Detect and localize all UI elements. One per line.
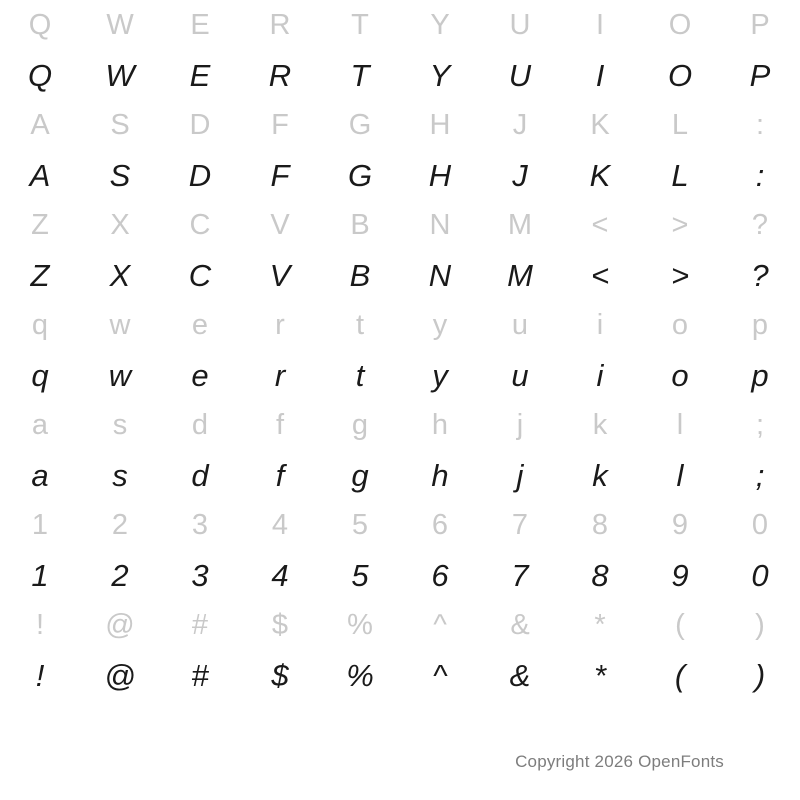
glyph-cell-specimen-5-3: V: [269, 257, 291, 293]
copyright-notice: Copyright 2026 OpenFonts: [515, 752, 724, 771]
glyph-cell-reference-4-6: M: [507, 208, 533, 241]
glyph-cell-specimen-1-0: Q: [27, 57, 53, 93]
glyph-cell-reference-8-2: d: [191, 408, 209, 441]
glyph-cell-reference-10-3: 4: [271, 508, 289, 541]
glyph-cell-reference-4-5: N: [429, 208, 451, 241]
glyph-cell-specimen-11-3: 4: [271, 557, 289, 593]
glyph-cell-reference-0-9: P: [750, 8, 770, 41]
glyph-cell-reference-0-5: Y: [430, 8, 450, 41]
glyph-cell-specimen-11-0: 1: [31, 557, 49, 593]
glyph-cell-specimen-13-5: ^: [432, 657, 448, 693]
glyph-cell-reference-12-0: !: [35, 608, 45, 641]
glyph-cell-reference-2-3: F: [271, 108, 289, 141]
glyph-cell-reference-6-1: w: [109, 308, 131, 341]
glyph-cell-specimen-1-1: W: [105, 57, 135, 93]
glyph-cell-specimen-11-7: 8: [591, 557, 609, 593]
glyph-cell-reference-0-4: T: [351, 8, 369, 41]
glyph-cell-reference-6-9: p: [751, 308, 769, 341]
glyph-cell-specimen-3-1: S: [109, 157, 131, 193]
glyph-cell-reference-6-0: q: [31, 308, 49, 341]
glyph-cell-specimen-7-5: y: [432, 357, 448, 393]
glyph-cell-specimen-5-2: C: [188, 257, 212, 293]
glyph-cell-reference-2-2: D: [189, 108, 211, 141]
glyph-cell-specimen-11-1: 2: [111, 557, 129, 593]
glyph-cell-reference-12-9: ): [755, 608, 765, 641]
glyph-cell-specimen-13-7: *: [593, 657, 607, 693]
glyph-cell-specimen-9-2: d: [191, 457, 209, 493]
glyph-cell-reference-4-8: >: [671, 208, 689, 241]
glyph-cell-specimen-9-1: s: [112, 457, 128, 493]
glyph-cell-reference-6-3: r: [275, 308, 285, 341]
glyph-cell-reference-12-6: &: [510, 608, 530, 641]
glyph-cell-reference-12-1: @: [105, 608, 135, 641]
glyph-cell-reference-4-2: C: [189, 208, 211, 241]
glyph-cell-reference-8-1: s: [112, 408, 128, 441]
glyph-cell-reference-4-1: X: [110, 208, 130, 241]
glyph-cell-reference-10-1: 2: [111, 508, 129, 541]
glyph-cell-specimen-9-5: h: [431, 457, 449, 493]
glyph-cell-specimen-7-0: q: [31, 357, 49, 393]
glyph-cell-specimen-9-3: f: [275, 457, 285, 493]
glyph-cell-specimen-13-4: %: [346, 657, 374, 693]
glyph-cell-reference-2-9: :: [755, 108, 765, 141]
glyph-cell-specimen-11-8: 9: [671, 557, 689, 593]
glyph-cell-reference-0-1: W: [106, 8, 134, 41]
glyph-cell-specimen-7-6: u: [511, 357, 529, 393]
glyph-cell-reference-4-4: B: [350, 208, 370, 241]
glyph-cell-specimen-9-0: a: [31, 457, 49, 493]
glyph-cell-specimen-5-9: ?: [751, 257, 769, 293]
glyph-cell-reference-12-5: ^: [433, 608, 447, 641]
glyph-cell-reference-2-8: L: [671, 108, 689, 141]
glyph-cell-specimen-13-0: !: [35, 657, 45, 693]
glyph-cell-reference-2-4: G: [348, 108, 372, 141]
glyph-cell-specimen-5-6: M: [507, 257, 533, 293]
glyph-cell-specimen-3-9: :: [755, 157, 765, 193]
glyph-cell-reference-0-8: O: [668, 8, 692, 41]
glyph-cell-reference-10-0: 1: [31, 508, 49, 541]
glyph-cell-specimen-13-1: @: [104, 657, 136, 693]
glyph-cell-reference-10-9: 0: [751, 508, 769, 541]
glyph-cell-reference-6-7: i: [596, 308, 604, 341]
glyph-cell-reference-6-5: y: [432, 308, 448, 341]
glyph-cell-reference-10-4: 5: [351, 508, 369, 541]
glyph-cell-reference-2-1: S: [110, 108, 130, 141]
glyph-cell-reference-2-6: J: [512, 108, 528, 141]
glyph-cell-specimen-1-4: T: [350, 57, 370, 93]
glyph-cell-specimen-1-9: P: [749, 57, 771, 93]
glyph-cell-reference-4-3: V: [270, 208, 290, 241]
glyph-cell-specimen-5-1: X: [109, 257, 131, 293]
glyph-cell-specimen-7-3: r: [274, 357, 286, 393]
glyph-cell-specimen-9-7: k: [592, 457, 608, 493]
glyph-cell-reference-2-7: K: [590, 108, 610, 141]
glyph-cell-reference-10-7: 8: [591, 508, 609, 541]
glyph-cell-specimen-9-6: j: [516, 457, 524, 493]
glyph-cell-specimen-7-9: p: [751, 357, 769, 393]
glyph-cell-specimen-13-9: ): [754, 657, 766, 693]
glyph-cell-reference-10-2: 3: [191, 508, 209, 541]
glyph-cell-specimen-13-8: (: [674, 657, 686, 693]
glyph-cell-specimen-11-6: 7: [511, 557, 529, 593]
glyph-cell-specimen-3-3: F: [270, 157, 290, 193]
glyph-cell-specimen-3-6: J: [512, 157, 528, 193]
glyph-cell-reference-12-4: %: [347, 608, 373, 641]
glyph-cell-reference-4-0: Z: [31, 208, 49, 241]
glyph-cell-reference-4-7: <: [591, 208, 609, 241]
glyph-cell-reference-4-9: ?: [751, 208, 769, 241]
glyph-cell-reference-12-2: #: [191, 608, 209, 641]
glyph-cell-reference-0-6: U: [509, 8, 531, 41]
glyph-cell-specimen-13-3: $: [271, 657, 289, 693]
glyph-cell-reference-6-2: e: [191, 308, 209, 341]
glyph-cell-specimen-11-2: 3: [191, 557, 209, 593]
glyph-cell-specimen-9-9: ;: [755, 457, 765, 493]
glyph-cell-specimen-3-4: G: [347, 157, 373, 193]
glyph-cell-specimen-3-0: A: [29, 157, 51, 193]
glyph-cell-specimen-3-2: D: [188, 157, 212, 193]
glyph-cell-specimen-1-5: Y: [429, 57, 451, 93]
glyph-cell-specimen-5-0: Z: [30, 257, 50, 293]
glyph-cell-specimen-5-7: <: [590, 257, 610, 293]
glyph-cell-specimen-13-2: #: [191, 657, 209, 693]
glyph-cell-specimen-5-8: >: [670, 257, 690, 293]
glyph-cell-reference-8-9: ;: [755, 408, 765, 441]
glyph-cell-specimen-5-5: N: [428, 257, 452, 293]
glyph-cell-specimen-9-8: l: [676, 457, 684, 493]
glyph-cell-specimen-7-7: i: [596, 357, 604, 393]
glyph-cell-reference-0-3: R: [269, 8, 291, 41]
glyph-cell-specimen-1-3: R: [268, 57, 292, 93]
glyph-cell-specimen-3-7: K: [589, 157, 611, 193]
glyph-cell-reference-0-7: I: [595, 8, 605, 41]
glyph-cell-reference-10-8: 9: [671, 508, 689, 541]
glyph-cell-specimen-7-2: e: [191, 357, 209, 393]
glyph-cell-specimen-1-2: E: [189, 57, 211, 93]
glyph-cell-reference-12-8: (: [675, 608, 685, 641]
glyph-cell-reference-2-5: H: [429, 108, 451, 141]
glyph-cell-reference-2-0: A: [30, 108, 50, 141]
glyph-cell-reference-8-4: g: [351, 408, 369, 441]
glyph-cell-specimen-7-8: o: [671, 357, 689, 393]
glyph-cell-specimen-11-5: 6: [431, 557, 449, 593]
glyph-cell-reference-0-0: Q: [28, 8, 52, 41]
glyph-cell-specimen-3-5: H: [428, 157, 452, 193]
glyph-cell-reference-0-2: E: [190, 8, 210, 41]
glyph-cell-reference-12-7: *: [594, 608, 606, 641]
glyph-cell-specimen-13-6: &: [509, 657, 531, 693]
glyph-cell-reference-6-8: o: [671, 308, 689, 341]
glyph-cell-reference-8-8: l: [676, 408, 684, 441]
glyph-cell-reference-8-0: a: [31, 408, 49, 441]
glyph-cell-reference-12-3: $: [271, 608, 289, 641]
glyph-cell-specimen-11-4: 5: [351, 557, 369, 593]
glyph-cell-specimen-1-7: I: [595, 57, 605, 93]
glyph-cell-reference-6-4: t: [355, 308, 365, 341]
glyph-cell-specimen-1-8: O: [667, 57, 693, 93]
glyph-cell-reference-8-7: k: [592, 408, 608, 441]
glyph-cell-reference-8-3: f: [275, 408, 285, 441]
glyph-cell-reference-10-6: 7: [511, 508, 529, 541]
glyph-cell-specimen-7-1: w: [108, 357, 132, 393]
glyph-cell-specimen-9-4: g: [351, 457, 369, 493]
glyph-cell-specimen-1-6: U: [508, 57, 532, 93]
glyph-cell-reference-8-5: h: [431, 408, 449, 441]
glyph-cell-reference-10-5: 6: [431, 508, 449, 541]
glyph-cell-reference-8-6: j: [516, 408, 524, 441]
glyph-cell-specimen-7-4: t: [355, 357, 365, 393]
glyph-cell-reference-6-6: u: [511, 308, 529, 341]
glyph-cell-specimen-3-8: L: [671, 157, 689, 193]
glyph-cell-specimen-11-9: 0: [751, 557, 769, 593]
glyph-cell-specimen-5-4: B: [349, 257, 371, 293]
